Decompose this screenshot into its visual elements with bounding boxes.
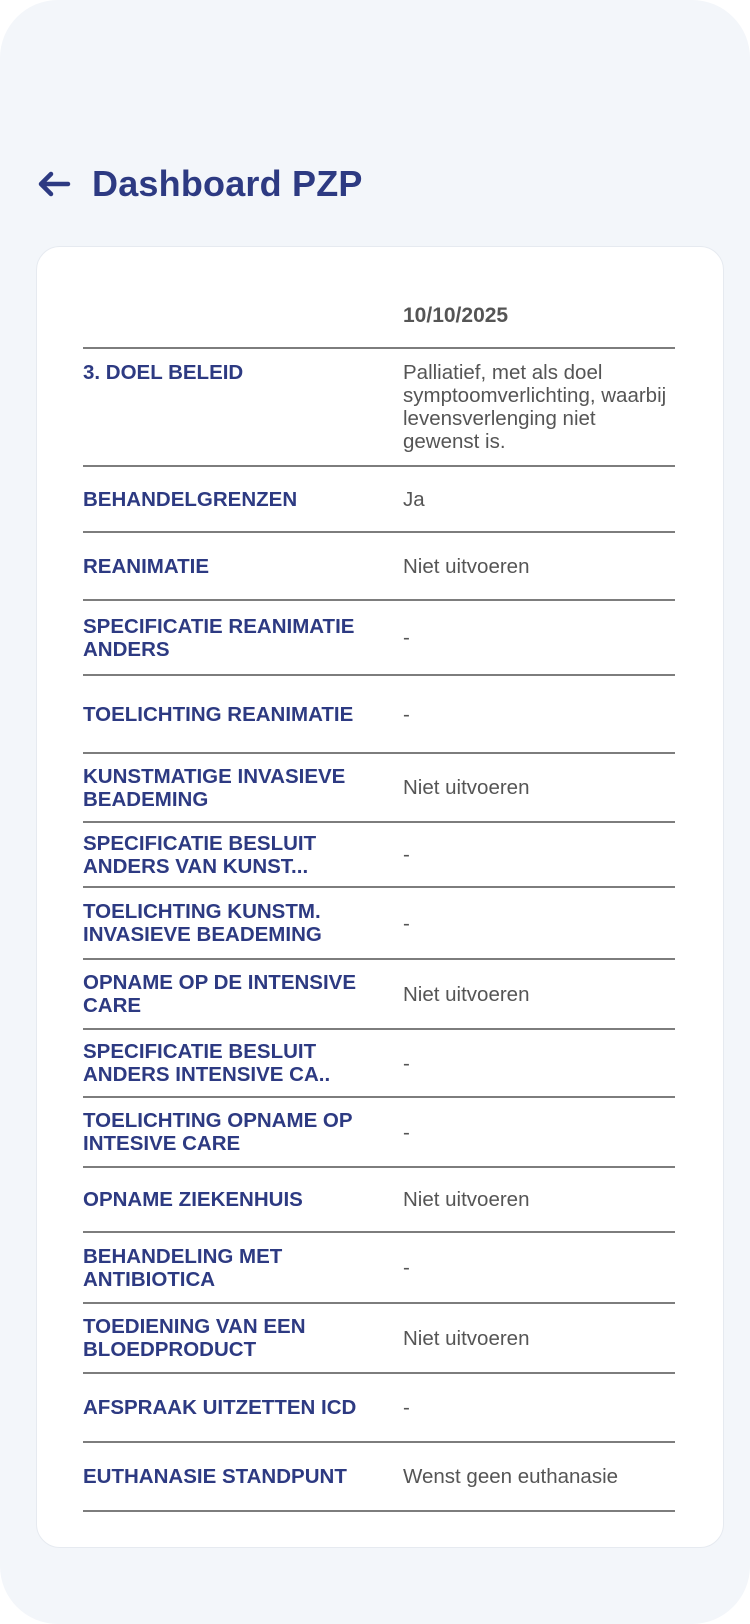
- row-value: -: [403, 1051, 410, 1075]
- table-row: [83, 754, 675, 823]
- column-date: 10/10/2025: [403, 304, 509, 327]
- row-label: TOELICHTING KUNSTM. INVASIEVE BEADEMING: [83, 900, 322, 946]
- row-value: Niet uitvoeren: [403, 1188, 530, 1211]
- back-button[interactable]: [36, 166, 72, 202]
- row-value: Niet uitvoeren: [403, 776, 530, 799]
- row-label: EUTHANASIE STANDPUNT: [83, 1465, 347, 1488]
- row-value: -: [403, 843, 410, 866]
- row-label: SPECIFICATIE REANIMATIE ANDERS: [83, 614, 355, 661]
- row-label: TOEDIENING VAN EEN BLOEDPRODUCT: [83, 1315, 306, 1361]
- table-row: [83, 1030, 675, 1098]
- row-value: Palliatief, met als doel symptoomverlichting, waarbij levensverlenging niet gewenst is.: [403, 361, 667, 453]
- row-label: OPNAME OP DE INTENSIVE CARE: [83, 971, 357, 1017]
- arrow-left-icon: [37, 171, 71, 197]
- row-value: Niet uitvoeren: [403, 554, 530, 578]
- row-label: TOELICHTING OPNAME OP INTESIVE CARE: [83, 1109, 353, 1155]
- table-row: [83, 888, 675, 960]
- row-label: BEHANDELING MET ANTIBIOTICA: [83, 1244, 283, 1291]
- row-label: TOELICHTING REANIMATIE: [83, 702, 354, 726]
- table-row: [83, 533, 675, 601]
- table-row: [83, 676, 675, 754]
- row-value: Wenst geen euthanasie: [403, 1465, 619, 1488]
- table-row: [83, 1233, 675, 1304]
- row-value: -: [403, 1256, 410, 1279]
- table-row: [83, 467, 675, 533]
- row-value: Niet uitvoeren: [403, 982, 530, 1006]
- row-value: Ja: [403, 487, 425, 511]
- table-row: [83, 1443, 675, 1512]
- table-row: [83, 1168, 675, 1233]
- row-label: SPECIFICATIE BESLUIT ANDERS VAN KUNST...: [83, 831, 317, 878]
- table-row: [83, 1374, 675, 1443]
- row-value: Niet uitvoeren: [403, 1326, 530, 1350]
- table-row: [83, 823, 675, 888]
- row-label: BEHANDELGRENZEN: [83, 487, 298, 511]
- row-value: -: [403, 911, 410, 935]
- table-row: [83, 601, 675, 676]
- row-label: AFSPRAAK UITZETTEN ICD: [83, 1396, 357, 1419]
- row-value: -: [403, 626, 410, 649]
- table-row: [83, 1098, 675, 1168]
- table-header: [83, 285, 675, 349]
- row-label: KUNSTMATIGE INVASIEVE BEADEMING: [83, 764, 346, 811]
- row-label: 3. DOEL BELEID: [83, 361, 244, 384]
- row-label: SPECIFICATIE BESLUIT ANDERS INTENSIVE CA..: [83, 1040, 331, 1086]
- row-value: -: [403, 1396, 410, 1419]
- row-value: -: [403, 1120, 410, 1144]
- row-label: OPNAME ZIEKENHUIS: [83, 1188, 303, 1211]
- table-row: [83, 1304, 675, 1374]
- pzp-card: [36, 246, 724, 1548]
- page-title: Dashboard PZP: [92, 163, 363, 204]
- page-header: [36, 158, 363, 210]
- table-row: [83, 349, 675, 467]
- table-row: [83, 960, 675, 1030]
- row-value: -: [403, 702, 410, 726]
- pzp-table: [83, 285, 675, 1512]
- row-label: REANIMATIE: [83, 554, 210, 578]
